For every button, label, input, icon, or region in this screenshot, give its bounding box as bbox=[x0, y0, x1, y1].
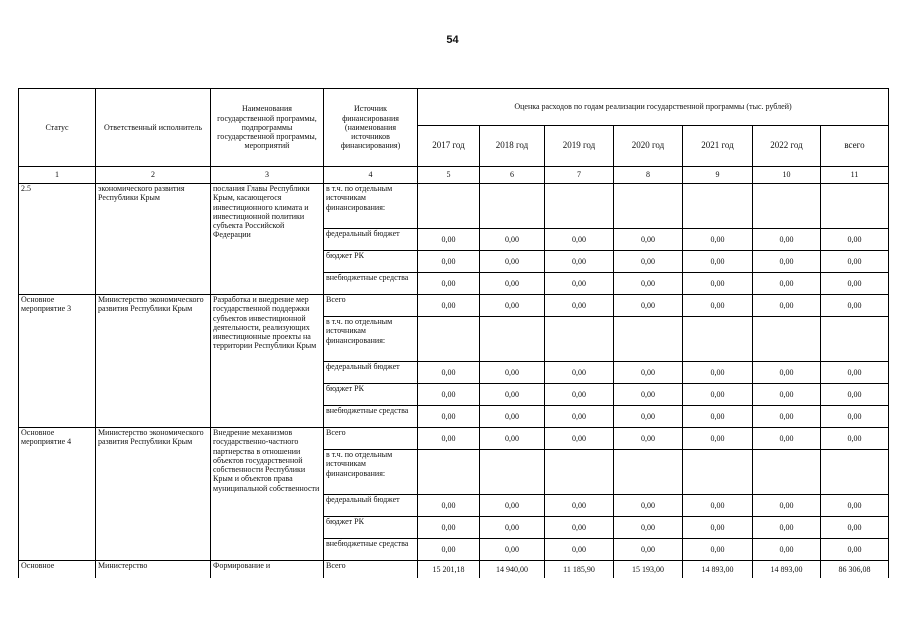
source-cell: в т.ч. по отдельным источникам финансирования: bbox=[324, 450, 418, 495]
executor-cell: Министерство bbox=[96, 561, 211, 578]
source-cell: внебюджетные средства bbox=[324, 273, 418, 295]
total-value-cell: 0,00 bbox=[821, 428, 889, 450]
budget-table bbox=[18, 88, 889, 578]
value-cell: 0,00 bbox=[480, 295, 545, 317]
table-row bbox=[19, 428, 889, 450]
value-cell: 0,00 bbox=[683, 229, 753, 251]
source-cell: федеральный бюджет bbox=[324, 495, 418, 517]
value-cell bbox=[614, 450, 683, 495]
header-total: всего bbox=[821, 126, 889, 167]
column-number: 9 bbox=[683, 167, 753, 184]
value-cell: 14 940,00 bbox=[480, 561, 545, 578]
status-cell: Основное мероприятие 4 bbox=[19, 428, 96, 561]
value-cell: 0,00 bbox=[753, 362, 821, 384]
value-cell bbox=[480, 317, 545, 362]
value-cell: 0,00 bbox=[753, 273, 821, 295]
value-cell: 0,00 bbox=[683, 362, 753, 384]
column-number: 1 bbox=[19, 167, 96, 184]
value-cell: 0,00 bbox=[614, 495, 683, 517]
source-cell: федеральный бюджет bbox=[324, 229, 418, 251]
header-estimate: Оценка расходов по годам реализации государственной программы (тыс. рублей) bbox=[418, 89, 889, 126]
value-cell: 0,00 bbox=[545, 251, 614, 273]
value-cell: 15 193,00 bbox=[614, 561, 683, 578]
column-number-row bbox=[19, 167, 889, 184]
total-value-cell: 0,00 bbox=[821, 229, 889, 251]
total-value-cell: 86 306,08 bbox=[821, 561, 889, 578]
header-year: 2020 год bbox=[614, 126, 683, 167]
column-number: 7 bbox=[545, 167, 614, 184]
value-cell: 0,00 bbox=[418, 229, 480, 251]
name-cell: Формирование и bbox=[211, 561, 324, 578]
value-cell bbox=[614, 317, 683, 362]
total-value-cell bbox=[821, 450, 889, 495]
total-value-cell bbox=[821, 317, 889, 362]
value-cell: 0,00 bbox=[418, 362, 480, 384]
total-value-cell: 0,00 bbox=[821, 517, 889, 539]
total-value-cell bbox=[821, 184, 889, 229]
value-cell: 0,00 bbox=[683, 273, 753, 295]
header-year: 2017 год bbox=[418, 126, 480, 167]
value-cell: 0,00 bbox=[683, 251, 753, 273]
total-value-cell: 0,00 bbox=[821, 495, 889, 517]
value-cell: 0,00 bbox=[480, 362, 545, 384]
value-cell: 0,00 bbox=[480, 539, 545, 561]
value-cell: 0,00 bbox=[418, 251, 480, 273]
value-cell: 0,00 bbox=[545, 229, 614, 251]
source-cell: бюджет РК bbox=[324, 251, 418, 273]
value-cell: 0,00 bbox=[683, 295, 753, 317]
source-cell: Всего bbox=[324, 428, 418, 450]
column-number: 4 bbox=[324, 167, 418, 184]
value-cell: 0,00 bbox=[480, 495, 545, 517]
source-cell: в т.ч. по отдельным источникам финансирования: bbox=[324, 317, 418, 362]
value-cell: 0,00 bbox=[545, 295, 614, 317]
value-cell: 0,00 bbox=[683, 428, 753, 450]
name-cell: Разработка и внедрение мер государственной поддержки субъектов инвестиционной деятельности, реализующих инвестиционные проекты на территории Республики Крым bbox=[211, 295, 324, 428]
value-cell: 14 893,00 bbox=[683, 561, 753, 578]
value-cell: 0,00 bbox=[614, 295, 683, 317]
column-number: 5 bbox=[418, 167, 480, 184]
value-cell bbox=[683, 184, 753, 229]
value-cell: 0,00 bbox=[753, 539, 821, 561]
column-number: 10 bbox=[753, 167, 821, 184]
value-cell: 0,00 bbox=[545, 539, 614, 561]
total-value-cell: 0,00 bbox=[821, 539, 889, 561]
value-cell: 0,00 bbox=[614, 251, 683, 273]
header-year: 2018 год bbox=[480, 126, 545, 167]
value-cell bbox=[545, 184, 614, 229]
value-cell: 0,00 bbox=[614, 229, 683, 251]
value-cell bbox=[753, 450, 821, 495]
source-cell: бюджет РК bbox=[324, 517, 418, 539]
value-cell: 0,00 bbox=[545, 517, 614, 539]
page-number: 54 bbox=[446, 34, 459, 46]
value-cell: 0,00 bbox=[753, 406, 821, 428]
value-cell bbox=[753, 184, 821, 229]
value-cell: 0,00 bbox=[614, 539, 683, 561]
value-cell bbox=[545, 450, 614, 495]
value-cell: 0,00 bbox=[418, 295, 480, 317]
header-executor: Ответственный исполнитель bbox=[96, 89, 211, 167]
executor-cell: экономического развития Республики Крым bbox=[96, 184, 211, 295]
value-cell: 0,00 bbox=[418, 517, 480, 539]
value-cell: 0,00 bbox=[614, 273, 683, 295]
value-cell: 0,00 bbox=[480, 428, 545, 450]
value-cell bbox=[418, 184, 480, 229]
source-cell: внебюджетные средства bbox=[324, 539, 418, 561]
value-cell bbox=[480, 450, 545, 495]
executor-cell: Министерство экономического развития Республики Крым bbox=[96, 295, 211, 428]
header-name: Наименования государственной программы, подпрограммы государственной программы, мероприятий bbox=[211, 89, 324, 167]
value-cell: 0,00 bbox=[683, 384, 753, 406]
status-cell: 2.5 bbox=[19, 184, 96, 295]
source-cell: внебюджетные средства bbox=[324, 406, 418, 428]
value-cell bbox=[683, 450, 753, 495]
column-number: 8 bbox=[614, 167, 683, 184]
value-cell: 0,00 bbox=[480, 273, 545, 295]
value-cell: 0,00 bbox=[753, 229, 821, 251]
value-cell: 0,00 bbox=[418, 273, 480, 295]
value-cell: 0,00 bbox=[614, 362, 683, 384]
header-year: 2019 год bbox=[545, 126, 614, 167]
value-cell: 0,00 bbox=[545, 362, 614, 384]
value-cell: 0,00 bbox=[545, 384, 614, 406]
header-year: 2021 год bbox=[683, 126, 753, 167]
column-number: 2 bbox=[96, 167, 211, 184]
value-cell: 0,00 bbox=[418, 495, 480, 517]
value-cell: 0,00 bbox=[545, 273, 614, 295]
value-cell bbox=[614, 184, 683, 229]
value-cell: 0,00 bbox=[418, 384, 480, 406]
source-cell: Всего bbox=[324, 295, 418, 317]
header-year: 2022 год bbox=[753, 126, 821, 167]
source-cell: Всего bbox=[324, 561, 418, 578]
table-row bbox=[19, 295, 889, 317]
total-value-cell: 0,00 bbox=[821, 295, 889, 317]
value-cell: 15 201,18 bbox=[418, 561, 480, 578]
value-cell: 0,00 bbox=[614, 406, 683, 428]
value-cell: 0,00 bbox=[683, 495, 753, 517]
value-cell: 0,00 bbox=[683, 539, 753, 561]
value-cell: 0,00 bbox=[614, 384, 683, 406]
value-cell: 0,00 bbox=[753, 495, 821, 517]
total-value-cell: 0,00 bbox=[821, 362, 889, 384]
source-cell: бюджет РК bbox=[324, 384, 418, 406]
executor-cell: Министерство экономического развития Республики Крым bbox=[96, 428, 211, 561]
value-cell bbox=[418, 317, 480, 362]
value-cell: 0,00 bbox=[480, 251, 545, 273]
value-cell: 0,00 bbox=[753, 384, 821, 406]
value-cell: 0,00 bbox=[683, 517, 753, 539]
header-source: Источник финансирования (наименования источников финансирования) bbox=[324, 89, 418, 167]
total-value-cell: 0,00 bbox=[821, 406, 889, 428]
value-cell: 0,00 bbox=[480, 229, 545, 251]
value-cell: 0,00 bbox=[480, 384, 545, 406]
column-number: 3 bbox=[211, 167, 324, 184]
value-cell: 0,00 bbox=[545, 495, 614, 517]
value-cell: 0,00 bbox=[683, 406, 753, 428]
total-value-cell: 0,00 bbox=[821, 251, 889, 273]
column-number: 11 bbox=[821, 167, 889, 184]
value-cell: 0,00 bbox=[545, 428, 614, 450]
status-cell: Основное bbox=[19, 561, 96, 578]
name-cell: Внедрение механизмов государственно-частного партнерства в отношении объектов государственной собственности Республики Крым и объектов права муниципальной собственности bbox=[211, 428, 324, 561]
value-cell: 0,00 bbox=[614, 428, 683, 450]
status-cell: Основное мероприятие 3 bbox=[19, 295, 96, 428]
value-cell: 14 893,00 bbox=[753, 561, 821, 578]
value-cell: 0,00 bbox=[418, 428, 480, 450]
value-cell bbox=[480, 184, 545, 229]
value-cell: 0,00 bbox=[418, 406, 480, 428]
table-row bbox=[19, 561, 889, 578]
value-cell: 0,00 bbox=[614, 517, 683, 539]
value-cell: 0,00 bbox=[753, 517, 821, 539]
value-cell: 0,00 bbox=[545, 406, 614, 428]
value-cell bbox=[753, 317, 821, 362]
value-cell: 0,00 bbox=[480, 517, 545, 539]
total-value-cell: 0,00 bbox=[821, 384, 889, 406]
value-cell: 11 185,90 bbox=[545, 561, 614, 578]
source-cell: федеральный бюджет bbox=[324, 362, 418, 384]
source-cell: в т.ч. по отдельным источникам финансирования: bbox=[324, 184, 418, 229]
table-row bbox=[19, 184, 889, 229]
value-cell: 0,00 bbox=[753, 428, 821, 450]
name-cell: послания Главы Республики Крым, касающегося инвестиционного климата и инвестиционной политики субъекта Российской Федерации bbox=[211, 184, 324, 295]
total-value-cell: 0,00 bbox=[821, 273, 889, 295]
value-cell: 0,00 bbox=[753, 295, 821, 317]
value-cell: 0,00 bbox=[753, 251, 821, 273]
value-cell bbox=[545, 317, 614, 362]
value-cell bbox=[418, 450, 480, 495]
value-cell: 0,00 bbox=[480, 406, 545, 428]
value-cell: 0,00 bbox=[418, 539, 480, 561]
value-cell bbox=[683, 317, 753, 362]
column-number: 6 bbox=[480, 167, 545, 184]
header-status: Статус bbox=[19, 89, 96, 167]
